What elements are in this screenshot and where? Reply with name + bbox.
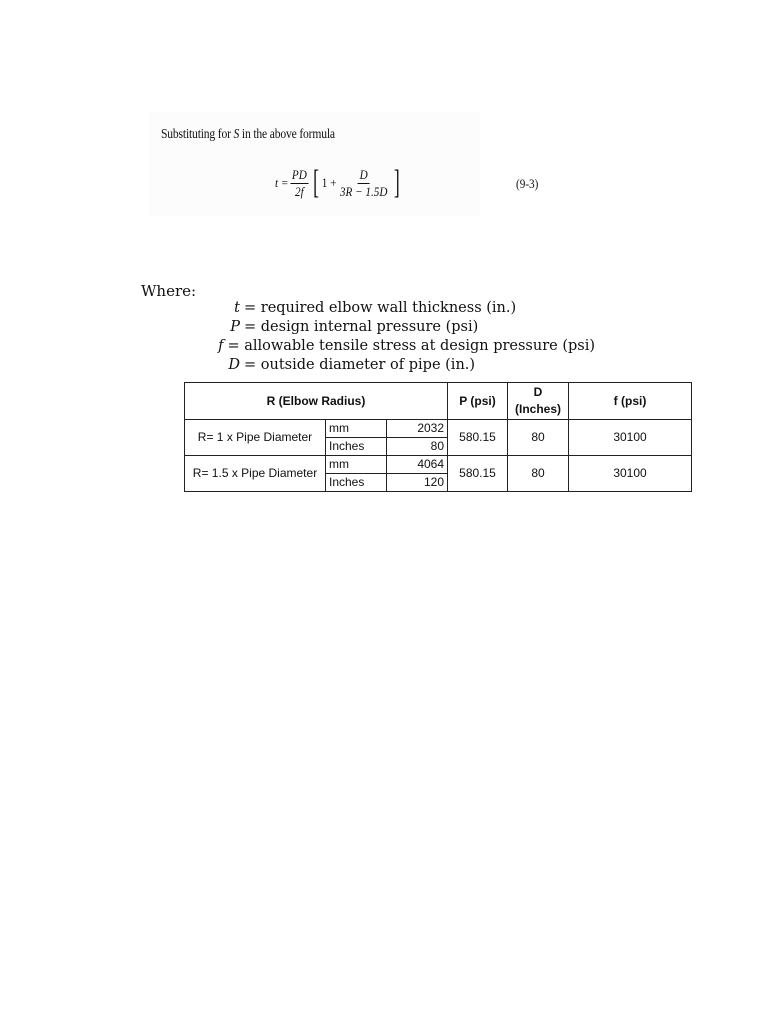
intro-text-pre: Substituting for	[161, 126, 234, 141]
value-cell: 4064	[387, 456, 448, 474]
stress-cell: 30100	[569, 420, 692, 456]
table-row	[185, 456, 692, 474]
header-diameter: D (Inches)	[508, 383, 569, 420]
formula-fraction-pd-2f	[290, 168, 308, 199]
unit-cell: Inches	[326, 438, 387, 456]
elbow-radius-table	[184, 382, 692, 492]
value-cell: 80	[387, 438, 448, 456]
formula-frac2-denominator: 3R − 1.5D	[339, 183, 388, 199]
unit-cell: mm	[326, 420, 387, 438]
value-cell: 120	[387, 474, 448, 492]
definition-p	[195, 319, 595, 335]
right-bracket-glyph: ]	[393, 164, 400, 201]
intro-sentence	[161, 126, 335, 142]
definition-symbol: f	[218, 338, 224, 354]
definition-text: = outside diameter of pipe (in.)	[244, 357, 476, 373]
definition-symbol: D	[228, 357, 240, 373]
pressure-cell: 580.15	[448, 420, 508, 456]
diameter-cell: 80	[508, 420, 569, 456]
header-radius: R (Elbow Radius)	[185, 383, 448, 420]
diameter-cell: 80	[508, 456, 569, 492]
where-label: Where:	[141, 282, 197, 300]
table-row	[185, 420, 692, 438]
intro-variable: S	[233, 126, 240, 141]
formula-frac1-numerator: PD	[291, 166, 307, 182]
formula-frac2-numerator: D	[359, 166, 368, 182]
row-label: R= 1 x Pipe Diameter	[185, 420, 326, 456]
definition-text: = design internal pressure (psi)	[244, 319, 479, 335]
header-pressure: P (psi)	[448, 383, 508, 420]
formula-one-plus: 1 +	[321, 175, 337, 190]
value-cell: 2032	[387, 420, 448, 438]
equation-number: (9-3)	[516, 176, 539, 191]
header-stress: f (psi)	[569, 383, 692, 420]
stress-cell: 30100	[569, 456, 692, 492]
definition-d	[195, 357, 595, 373]
left-bracket-glyph: [	[313, 164, 319, 201]
definition-symbol: t	[234, 300, 240, 316]
unit-cell: Inches	[326, 474, 387, 492]
row-label: R= 1.5 x Pipe Diameter	[185, 456, 326, 492]
definition-text: = required elbow wall thickness (in.)	[244, 300, 517, 316]
definition-t	[195, 300, 595, 316]
formula-fraction-d	[338, 168, 389, 199]
table-header-row	[185, 383, 692, 420]
pressure-cell: 580.15	[448, 456, 508, 492]
definition-text: = allowable tensile stress at design pressure (psi)	[227, 338, 595, 354]
unit-cell: mm	[326, 456, 387, 474]
definition-symbol: P	[230, 319, 240, 335]
definition-f	[195, 338, 595, 354]
formula-lhs: t =	[275, 175, 289, 190]
intro-text-post: in the above formula	[239, 126, 335, 141]
formula-frac1-denominator: 2f	[294, 183, 304, 199]
elbow-thickness-formula	[275, 160, 402, 206]
